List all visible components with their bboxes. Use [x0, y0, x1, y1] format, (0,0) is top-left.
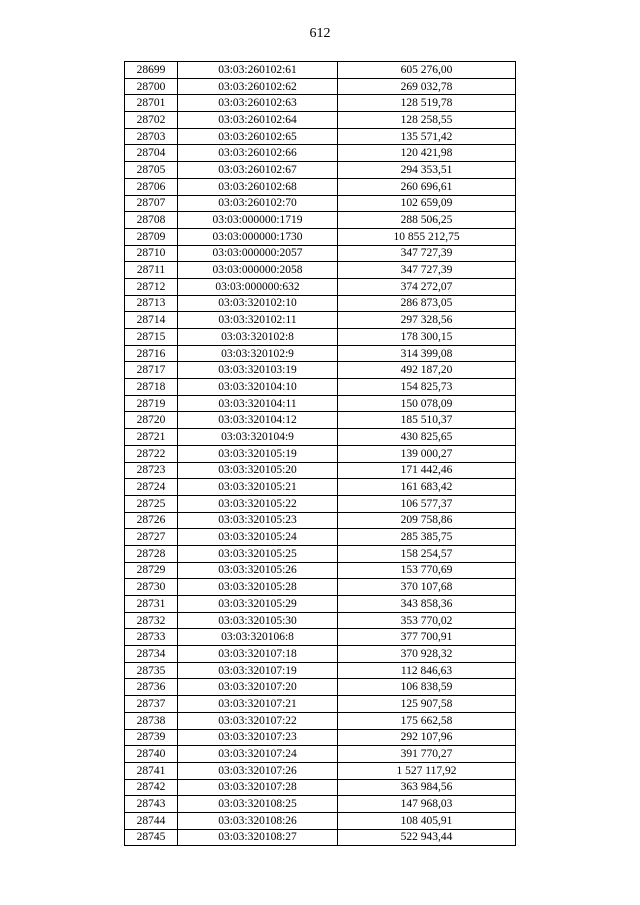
- row-number-cell: 28711: [125, 262, 178, 279]
- row-number-cell: 28721: [125, 429, 178, 446]
- cadastral-value-cell: 286 873,05: [338, 295, 516, 312]
- cadastral-value-cell: 314 399,08: [338, 345, 516, 362]
- cadastral-number-cell: 03:03:320105:23: [178, 512, 338, 529]
- cadastral-value-cell: 102 659,09: [338, 195, 516, 212]
- table-row: [125, 178, 516, 195]
- table-row: [125, 145, 516, 162]
- table-row: [125, 679, 516, 696]
- row-number-cell: 28710: [125, 245, 178, 262]
- cadastral-number-cell: 03:03:320102:11: [178, 312, 338, 329]
- row-number-cell: 28709: [125, 228, 178, 245]
- table-row: [125, 62, 516, 79]
- cadastral-number-cell: 03:03:320103:19: [178, 362, 338, 379]
- cadastral-number-cell: 03:03:260102:62: [178, 78, 338, 95]
- row-number-cell: 28742: [125, 779, 178, 796]
- cadastral-value-cell: 150 078,09: [338, 395, 516, 412]
- table-row: [125, 462, 516, 479]
- row-number-cell: 28716: [125, 345, 178, 362]
- cadastral-number-cell: 03:03:000000:1730: [178, 228, 338, 245]
- table-row: [125, 529, 516, 546]
- row-number-cell: 28724: [125, 479, 178, 496]
- cadastral-number-cell: 03:03:320105:25: [178, 545, 338, 562]
- row-number-cell: 28717: [125, 362, 178, 379]
- table-row: [125, 429, 516, 446]
- table-row: [125, 545, 516, 562]
- cadastral-number-cell: 03:03:320105:22: [178, 495, 338, 512]
- cadastral-number-cell: 03:03:320102:10: [178, 295, 338, 312]
- cadastral-value-cell: 175 662,58: [338, 712, 516, 729]
- table-row: [125, 412, 516, 429]
- table-row: [125, 495, 516, 512]
- table-row: [125, 195, 516, 212]
- table-row: [125, 395, 516, 412]
- row-number-cell: 28718: [125, 379, 178, 396]
- cadastral-value-cell: 343 858,36: [338, 596, 516, 613]
- table-row: [125, 562, 516, 579]
- table-row: [125, 162, 516, 179]
- row-number-cell: 28744: [125, 812, 178, 829]
- row-number-cell: 28735: [125, 662, 178, 679]
- cadastral-number-cell: 03:03:320105:21: [178, 479, 338, 496]
- table-row: [125, 278, 516, 295]
- table-row: [125, 362, 516, 379]
- row-number-cell: 28743: [125, 796, 178, 813]
- cadastral-number-cell: 03:03:260102:65: [178, 128, 338, 145]
- row-number-cell: 28713: [125, 295, 178, 312]
- cadastral-value-table: [124, 61, 516, 846]
- cadastral-number-cell: 03:03:320104:11: [178, 395, 338, 412]
- table-row: [125, 295, 516, 312]
- row-number-cell: 28745: [125, 829, 178, 846]
- cadastral-value-cell: 269 032,78: [338, 78, 516, 95]
- cadastral-number-cell: 03:03:260102:61: [178, 62, 338, 79]
- cadastral-number-cell: 03:03:000000:2058: [178, 262, 338, 279]
- row-number-cell: 28708: [125, 212, 178, 229]
- cadastral-value-cell: 153 770,69: [338, 562, 516, 579]
- cadastral-number-cell: 03:03:320107:23: [178, 729, 338, 746]
- cadastral-value-cell: 209 758,86: [338, 512, 516, 529]
- cadastral-number-cell: 03:03:320107:21: [178, 696, 338, 713]
- cadastral-value-cell: 128 258,55: [338, 112, 516, 129]
- cadastral-value-cell: 154 825,73: [338, 379, 516, 396]
- cadastral-number-cell: 03:03:260102:63: [178, 95, 338, 112]
- cadastral-number-cell: 03:03:000000:1719: [178, 212, 338, 229]
- cadastral-number-cell: 03:03:000000:632: [178, 278, 338, 295]
- cadastral-value-cell: 522 943,44: [338, 829, 516, 846]
- table-row: [125, 662, 516, 679]
- cadastral-value-cell: 363 984,56: [338, 779, 516, 796]
- cadastral-value-cell: 135 571,42: [338, 128, 516, 145]
- cadastral-value-cell: 297 328,56: [338, 312, 516, 329]
- cadastral-number-cell: 03:03:320104:9: [178, 429, 338, 446]
- cadastral-number-cell: 03:03:320105:28: [178, 579, 338, 596]
- table-row: [125, 112, 516, 129]
- table-row: [125, 78, 516, 95]
- table-row: [125, 629, 516, 646]
- row-number-cell: 28739: [125, 729, 178, 746]
- cadastral-value-cell: 106 577,37: [338, 495, 516, 512]
- row-number-cell: 28706: [125, 178, 178, 195]
- row-number-cell: 28725: [125, 495, 178, 512]
- cadastral-value-cell: 1 527 117,92: [338, 762, 516, 779]
- cadastral-number-cell: 03:03:320105:24: [178, 529, 338, 546]
- cadastral-number-cell: 03:03:320107:24: [178, 746, 338, 763]
- table-row: [125, 262, 516, 279]
- cadastral-value-cell: 158 254,57: [338, 545, 516, 562]
- cadastral-value-cell: 106 838,59: [338, 679, 516, 696]
- table-row: [125, 829, 516, 846]
- table-row: [125, 612, 516, 629]
- table-row: [125, 712, 516, 729]
- cadastral-value-cell: 147 968,03: [338, 796, 516, 813]
- row-number-cell: 28705: [125, 162, 178, 179]
- table-row: [125, 379, 516, 396]
- row-number-cell: 28738: [125, 712, 178, 729]
- cadastral-value-cell: 288 506,25: [338, 212, 516, 229]
- cadastral-number-cell: 03:03:320107:22: [178, 712, 338, 729]
- cadastral-value-cell: 10 855 212,75: [338, 228, 516, 245]
- table-row: [125, 245, 516, 262]
- cadastral-value-cell: 125 907,58: [338, 696, 516, 713]
- table-row: [125, 762, 516, 779]
- row-number-cell: 28702: [125, 112, 178, 129]
- row-number-cell: 28740: [125, 746, 178, 763]
- cadastral-value-cell: 492 187,20: [338, 362, 516, 379]
- cadastral-value-cell: 108 405,91: [338, 812, 516, 829]
- cadastral-value-cell: 128 519,78: [338, 95, 516, 112]
- cadastral-value-cell: 260 696,61: [338, 178, 516, 195]
- row-number-cell: 28733: [125, 629, 178, 646]
- table-row: [125, 796, 516, 813]
- cadastral-number-cell: 03:03:320107:28: [178, 779, 338, 796]
- table-row: [125, 445, 516, 462]
- table-row: [125, 345, 516, 362]
- table-row: [125, 212, 516, 229]
- row-number-cell: 28723: [125, 462, 178, 479]
- cadastral-number-cell: 03:03:320107:19: [178, 662, 338, 679]
- cadastral-number-cell: 03:03:320105:30: [178, 612, 338, 629]
- cadastral-value-cell: 353 770,02: [338, 612, 516, 629]
- cadastral-value-cell: 370 107,68: [338, 579, 516, 596]
- cadastral-value-cell: 139 000,27: [338, 445, 516, 462]
- cadastral-number-cell: 03:03:320104:12: [178, 412, 338, 429]
- cadastral-value-cell: 605 276,00: [338, 62, 516, 79]
- table-row: [125, 646, 516, 663]
- row-number-cell: 28727: [125, 529, 178, 546]
- cadastral-number-cell: 03:03:320108:26: [178, 812, 338, 829]
- table-row: [125, 479, 516, 496]
- row-number-cell: 28719: [125, 395, 178, 412]
- cadastral-number-cell: 03:03:320107:26: [178, 762, 338, 779]
- table-row: [125, 312, 516, 329]
- cadastral-value-cell: 391 770,27: [338, 746, 516, 763]
- row-number-cell: 28726: [125, 512, 178, 529]
- row-number-cell: 28722: [125, 445, 178, 462]
- cadastral-value-cell: 347 727,39: [338, 262, 516, 279]
- table-row: [125, 228, 516, 245]
- table-row: [125, 95, 516, 112]
- table-row: [125, 329, 516, 346]
- row-number-cell: 28730: [125, 579, 178, 596]
- cadastral-value-cell: 285 385,75: [338, 529, 516, 546]
- cadastral-number-cell: 03:03:320107:18: [178, 646, 338, 663]
- cadastral-value-cell: 171 442,46: [338, 462, 516, 479]
- cadastral-number-cell: 03:03:320105:26: [178, 562, 338, 579]
- cadastral-value-cell: 377 700,91: [338, 629, 516, 646]
- cadastral-value-cell: 374 272,07: [338, 278, 516, 295]
- cadastral-value-cell: 120 421,98: [338, 145, 516, 162]
- cadastral-number-cell: 03:03:260102:67: [178, 162, 338, 179]
- table-body: [125, 62, 516, 846]
- row-number-cell: 28728: [125, 545, 178, 562]
- cadastral-number-cell: 03:03:320105:19: [178, 445, 338, 462]
- row-number-cell: 28737: [125, 696, 178, 713]
- cadastral-number-cell: 03:03:320108:27: [178, 829, 338, 846]
- row-number-cell: 28712: [125, 278, 178, 295]
- table-row: [125, 128, 516, 145]
- cadastral-value-cell: 347 727,39: [338, 245, 516, 262]
- row-number-cell: 28701: [125, 95, 178, 112]
- row-number-cell: 28731: [125, 596, 178, 613]
- cadastral-number-cell: 03:03:320102:8: [178, 329, 338, 346]
- row-number-cell: 28703: [125, 128, 178, 145]
- cadastral-value-cell: 294 353,51: [338, 162, 516, 179]
- cadastral-number-cell: 03:03:000000:2057: [178, 245, 338, 262]
- row-number-cell: 28707: [125, 195, 178, 212]
- cadastral-value-cell: 370 928,32: [338, 646, 516, 663]
- table-row: [125, 696, 516, 713]
- page-number: 612: [309, 26, 331, 41]
- row-number-cell: 28715: [125, 329, 178, 346]
- cadastral-number-cell: 03:03:320105:20: [178, 462, 338, 479]
- table-row: [125, 812, 516, 829]
- cadastral-number-cell: 03:03:260102:64: [178, 112, 338, 129]
- cadastral-number-cell: 03:03:320107:20: [178, 679, 338, 696]
- row-number-cell: 28729: [125, 562, 178, 579]
- cadastral-number-cell: 03:03:320106:8: [178, 629, 338, 646]
- cadastral-value-cell: 292 107,96: [338, 729, 516, 746]
- row-number-cell: 28720: [125, 412, 178, 429]
- row-number-cell: 28714: [125, 312, 178, 329]
- row-number-cell: 28704: [125, 145, 178, 162]
- table-row: [125, 596, 516, 613]
- table-row: [125, 779, 516, 796]
- cadastral-number-cell: 03:03:320104:10: [178, 379, 338, 396]
- cadastral-value-cell: 161 683,42: [338, 479, 516, 496]
- row-number-cell: 28736: [125, 679, 178, 696]
- cadastral-value-cell: 185 510,37: [338, 412, 516, 429]
- table-row: [125, 512, 516, 529]
- cadastral-value-cell: 430 825,65: [338, 429, 516, 446]
- row-number-cell: 28700: [125, 78, 178, 95]
- cadastral-value-cell: 178 300,15: [338, 329, 516, 346]
- row-number-cell: 28699: [125, 62, 178, 79]
- row-number-cell: 28741: [125, 762, 178, 779]
- row-number-cell: 28732: [125, 612, 178, 629]
- cadastral-value-cell: 112 846,63: [338, 662, 516, 679]
- table-row: [125, 746, 516, 763]
- cadastral-number-cell: 03:03:260102:68: [178, 178, 338, 195]
- cadastral-number-cell: 03:03:320102:9: [178, 345, 338, 362]
- cadastral-number-cell: 03:03:320108:25: [178, 796, 338, 813]
- cadastral-number-cell: 03:03:260102:66: [178, 145, 338, 162]
- cadastral-number-cell: 03:03:320105:29: [178, 596, 338, 613]
- row-number-cell: 28734: [125, 646, 178, 663]
- cadastral-number-cell: 03:03:260102:70: [178, 195, 338, 212]
- table-row: [125, 729, 516, 746]
- table-row: [125, 579, 516, 596]
